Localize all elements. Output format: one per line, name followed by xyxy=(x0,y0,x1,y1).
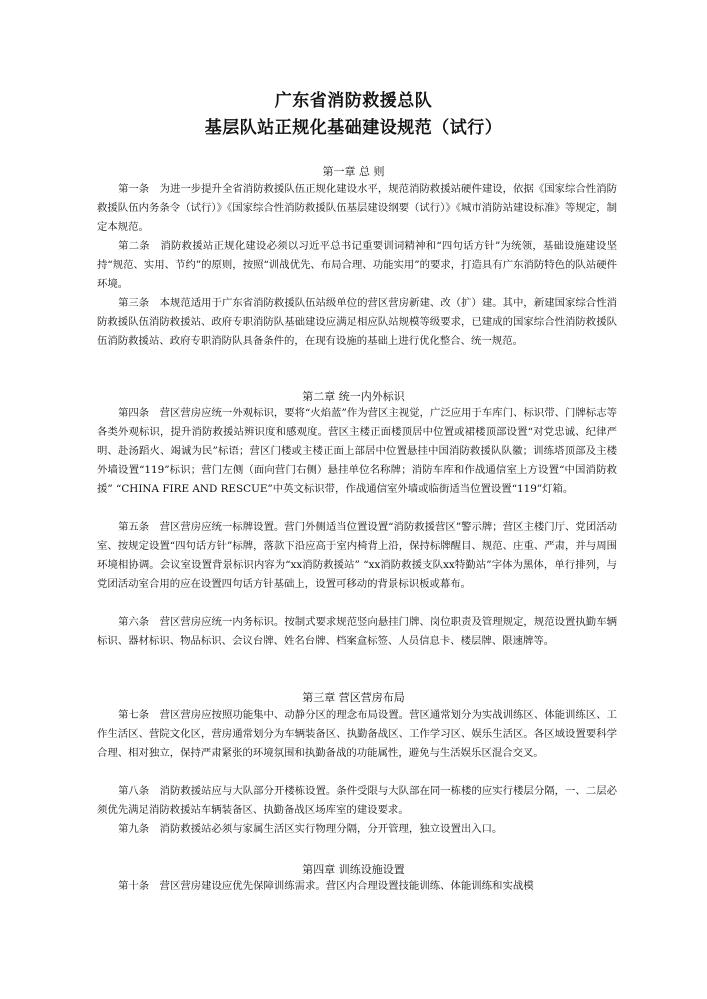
article-10: 第十条 营区营房建设应优先保障训练需求。营区内合理设置技能训练、体能训练和实战模 xyxy=(118,880,534,892)
chapter-4-heading: 第四章 训练设施设置 xyxy=(302,863,405,876)
article-6: 第六条 营区营房应统一内务标识。按制式要求规范竖向悬挂门牌、岗位职责及管理规定，规范设置执勤车辆标识、器材标识、物品标识、会议台牌、姓名台牌、档案盒标签、人员信息卡、楼层牌、限速牌等。 xyxy=(97,616,617,647)
article-2: 第二条 消防救援站正规化建设必须以习近平总书记重要训词精神和“四句话方针”为统领，基础设施建设坚持“规范、实用、节约”的原则，按照“训战优先、布局合理、功能实用”的要求，打造具有广东消防特色的队站硬件环境。 xyxy=(97,240,617,290)
document-title-line1: 广东省消防救援总队 xyxy=(274,91,433,111)
article-8: 第八条 消防救援站应与大队部分开楼栋设置。条件受限与大队部在同一栋楼的应实行楼层分隔，一、二层必须优先满足消防救援站车辆装备区、执勤备战区场库室的建设要求。 xyxy=(97,785,617,816)
article-3: 第三条 本规范适用于广东省消防救援队伍站级单位的营区营房新建、改（扩）建。其中，新建国家综合性消防救援队伍消防救援站、政府专职消防队基础建设应满足相应队站规模等级要求，已建成的国家综合性消防救援队伍消防救援站、政府专职消防队具备条件的，在现有设施的基础上进行优化整合、统一规范。 xyxy=(97,297,617,347)
chapter-2-heading: 第二章 统一内外标识 xyxy=(302,390,405,403)
chapter-1-heading: 第一章 总 则 xyxy=(322,165,385,178)
article-7: 第七条 营区营房应按照功能集中、动静分区的理念布局设置。营区通常划分为实战训练区、体能训练区、工作生活区、营院文化区，营房通常划分为车辆装备区、执勤备战区、工作学习区、娱乐生活区。各区域设置要科学合理、相对独立，保持严肃紧张的环境氛围和执勤备战的功能属性，避免与生活娱乐区混合交叉。 xyxy=(97,709,617,759)
article-1: 第一条 为进一步提升全省消防救援队伍正规化建设水平，规范消防救援站硬件建设，依据《国家综合性消防救援队伍内务条令（试行）》《国家综合性消防救援队伍基层建设纲要（试行）》《城市消防站建设标准》等规定，制定本规范。 xyxy=(97,183,617,233)
article-5: 第五条 营区营房应统一标牌设置。营门外侧适当位置设置“消防救援营区”警示牌；营区主楼门厅、党团活动室、按规定设置“四句话方针”标牌，落款下沿应高于室内椅背上沿，保持标牌醒目、规范、庄重、严肃，并与周围环境相协调。会议室设置背景标识内容为“xx消防救援站” “xx消防救援支队xx特勤站”字体为黑体，单行排列，与党团活动室合用的应在设置四句话方针基础上，设置可移动的背景标识板或幕布。 xyxy=(97,521,617,590)
chapter-3-heading: 第三章 营区营房布局 xyxy=(302,691,405,704)
article-9: 第九条 消防救援站必须与家属生活区实行物理分隔，分开管理，独立设置出入口。 xyxy=(118,823,503,835)
document-title-line2: 基层队站正规化基础建设规范（试行） xyxy=(204,118,503,138)
article-4: 第四条 营区营房应统一外观标识，要将“火焰蓝”作为营区主视觉，广泛应用于车库门、标识带、门牌标志等各类外观标识，提升消防救援站辨识度和感观度。营区主楼正面楼顶居中位置或裙楼顶部设置“对党忠诚、纪律严明、赴汤蹈火、竭诚为民”标语；营区门楼或主楼正面上部居中位置悬挂中国消防救援队队徽；训练塔顶部及主楼外墙设置“119”标识；营门左侧（面向营门右侧）悬挂单位名称牌；消防车库和作战通信室上方设置“中国消防救援” “CHINA FIRE AND RESCUE”中英文标识带，作战通信室外墙或临街适当位置设置“119”灯箱。 xyxy=(97,407,617,495)
